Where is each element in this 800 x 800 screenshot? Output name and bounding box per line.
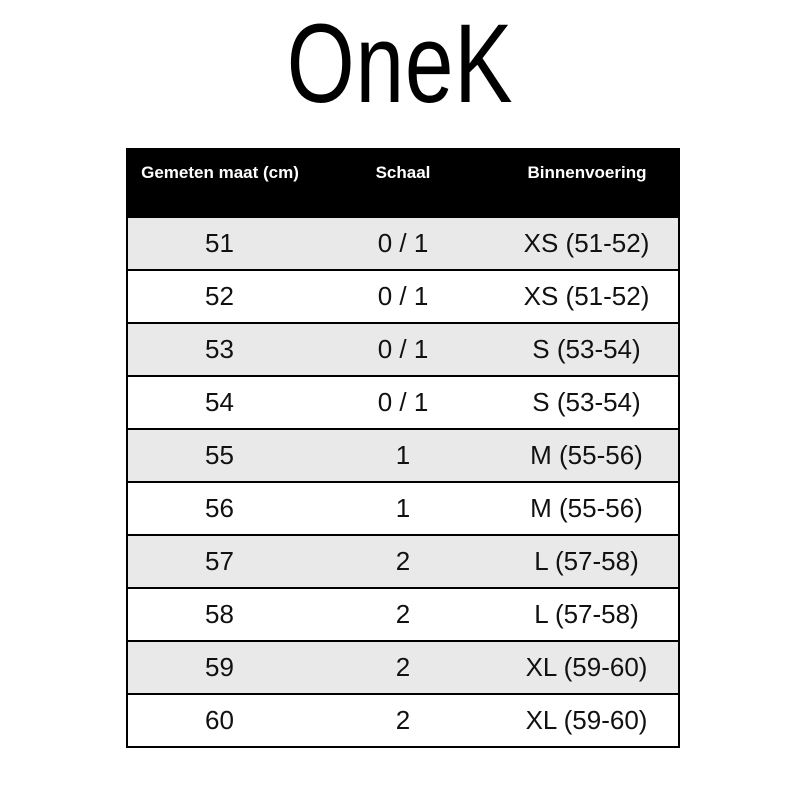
cell-measured-size: 58 xyxy=(127,588,311,641)
cell-shell: 0 / 1 xyxy=(311,217,495,270)
cell-inner-lining: XL (59-60) xyxy=(495,694,679,747)
cell-measured-size: 56 xyxy=(127,482,311,535)
cell-inner-lining: XS (51-52) xyxy=(495,217,679,270)
table-row xyxy=(127,588,679,641)
table-header-row xyxy=(127,149,679,217)
cell-inner-lining: XL (59-60) xyxy=(495,641,679,694)
cell-measured-size: 60 xyxy=(127,694,311,747)
brand-title: OneK xyxy=(286,1,514,126)
cell-inner-lining: S (53-54) xyxy=(495,376,679,429)
cell-measured-size: 51 xyxy=(127,217,311,270)
cell-inner-lining: XS (51-52) xyxy=(495,270,679,323)
cell-shell: 2 xyxy=(311,588,495,641)
cell-measured-size: 57 xyxy=(127,535,311,588)
header-measured-size: Gemeten maat (cm) xyxy=(127,149,311,217)
cell-measured-size: 59 xyxy=(127,641,311,694)
cell-measured-size: 52 xyxy=(127,270,311,323)
header-shell: Schaal xyxy=(311,149,495,217)
cell-inner-lining: L (57-58) xyxy=(495,535,679,588)
table-row xyxy=(127,376,679,429)
table-row xyxy=(127,217,679,270)
size-chart-table xyxy=(126,148,680,748)
cell-shell: 2 xyxy=(311,641,495,694)
cell-inner-lining: S (53-54) xyxy=(495,323,679,376)
cell-measured-size: 53 xyxy=(127,323,311,376)
cell-measured-size: 54 xyxy=(127,376,311,429)
cell-inner-lining: M (55-56) xyxy=(495,482,679,535)
table-row xyxy=(127,270,679,323)
table-row xyxy=(127,429,679,482)
cell-inner-lining: L (57-58) xyxy=(495,588,679,641)
cell-shell: 0 / 1 xyxy=(311,323,495,376)
cell-shell: 2 xyxy=(311,535,495,588)
table-row xyxy=(127,694,679,747)
table-row xyxy=(127,482,679,535)
cell-shell: 1 xyxy=(311,482,495,535)
header-inner-lining: Binnenvoering xyxy=(495,149,679,217)
cell-inner-lining: M (55-56) xyxy=(495,429,679,482)
cell-shell: 2 xyxy=(311,694,495,747)
cell-measured-size: 55 xyxy=(127,429,311,482)
cell-shell: 0 / 1 xyxy=(311,376,495,429)
table-row xyxy=(127,535,679,588)
table-row xyxy=(127,323,679,376)
cell-shell: 1 xyxy=(311,429,495,482)
table-row xyxy=(127,641,679,694)
cell-shell: 0 / 1 xyxy=(311,270,495,323)
